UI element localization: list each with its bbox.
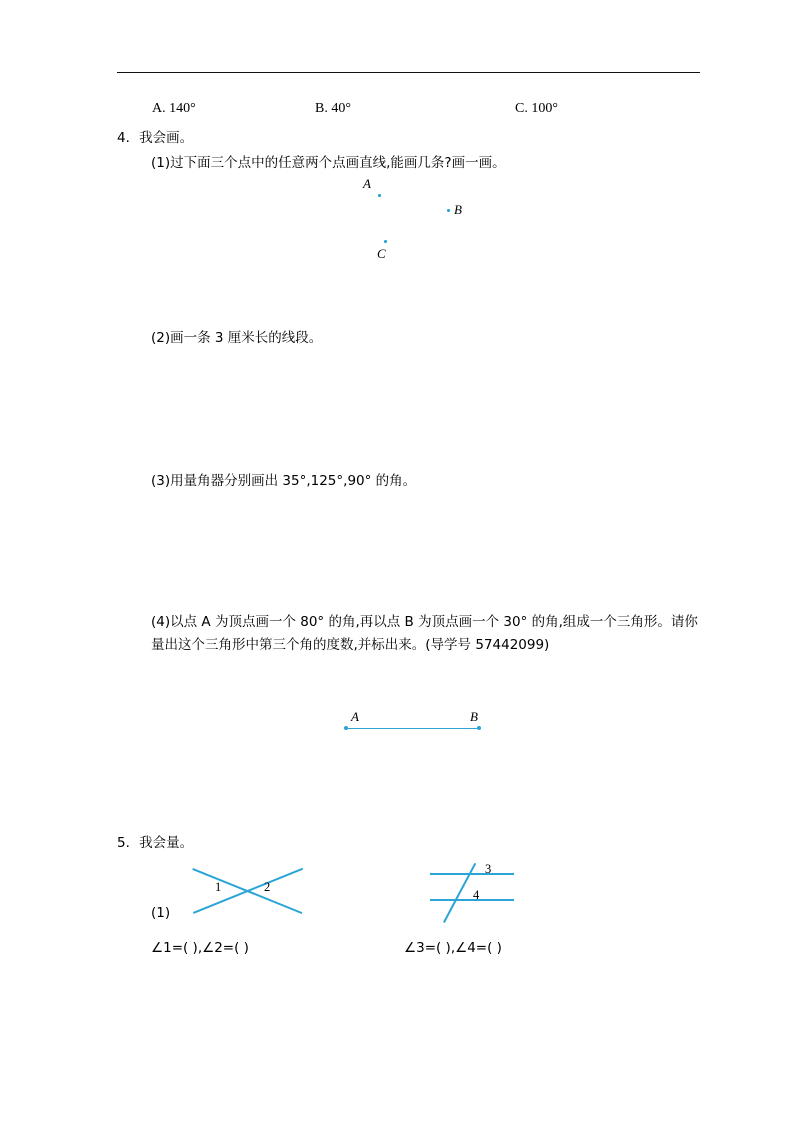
parallel-line-bottom bbox=[430, 899, 514, 901]
transversal-line bbox=[443, 863, 476, 923]
angle-2-label: 2 bbox=[264, 880, 271, 894]
point-b-label: B bbox=[454, 202, 462, 217]
choice-option-a[interactable]: A. 140° bbox=[152, 101, 196, 116]
header-rule bbox=[117, 72, 700, 73]
point-c-label: C bbox=[377, 246, 386, 261]
question-4-part-3: (3)用量角器分别画出 35°,125°,90° 的角。 bbox=[151, 473, 417, 489]
segment-endpoint-a bbox=[344, 726, 348, 730]
segment-endpoint-b bbox=[477, 726, 481, 730]
segment-ab-line bbox=[345, 728, 481, 729]
question-4-heading: 4．我会画。 bbox=[117, 130, 194, 146]
angle-4-label: 4 bbox=[473, 888, 480, 902]
point-a-dot bbox=[378, 194, 381, 197]
choice-option-c[interactable]: C. 100° bbox=[515, 101, 558, 116]
question-4-part-1: (1)过下面三个点中的任意两个点画直线,能画几条?画一画。 bbox=[151, 155, 506, 171]
angle-3-label: 3 bbox=[485, 862, 492, 876]
question-5-item-label: (1) bbox=[151, 905, 171, 921]
segment-label-b: B bbox=[470, 709, 478, 724]
point-b-dot bbox=[447, 209, 450, 212]
parallel-line-top bbox=[430, 873, 514, 875]
question-5-heading: 5．我会量。 bbox=[117, 835, 194, 851]
point-c-dot bbox=[384, 240, 387, 243]
point-a-label: A bbox=[363, 176, 371, 191]
choice-option-b[interactable]: B. 40° bbox=[315, 101, 351, 116]
answer-blanks-right[interactable]: ∠3=( ),∠4=( ) bbox=[404, 940, 502, 956]
answer-blanks-left[interactable]: ∠1=( ),∠2=( ) bbox=[151, 940, 249, 956]
question-4-part-2: (2)画一条 3 厘米长的线段。 bbox=[151, 330, 323, 346]
angle-1-label: 1 bbox=[215, 880, 222, 894]
question-4-part-4: (4)以点 A 为顶点画一个 80° 的角,再以点 B 为顶点画一个 30° 的角,组成一个三角形。请你量出这个三角形中第三个角的度数,并标出来。(导学号 57442099) bbox=[151, 614, 698, 653]
segment-label-a: A bbox=[351, 709, 359, 724]
